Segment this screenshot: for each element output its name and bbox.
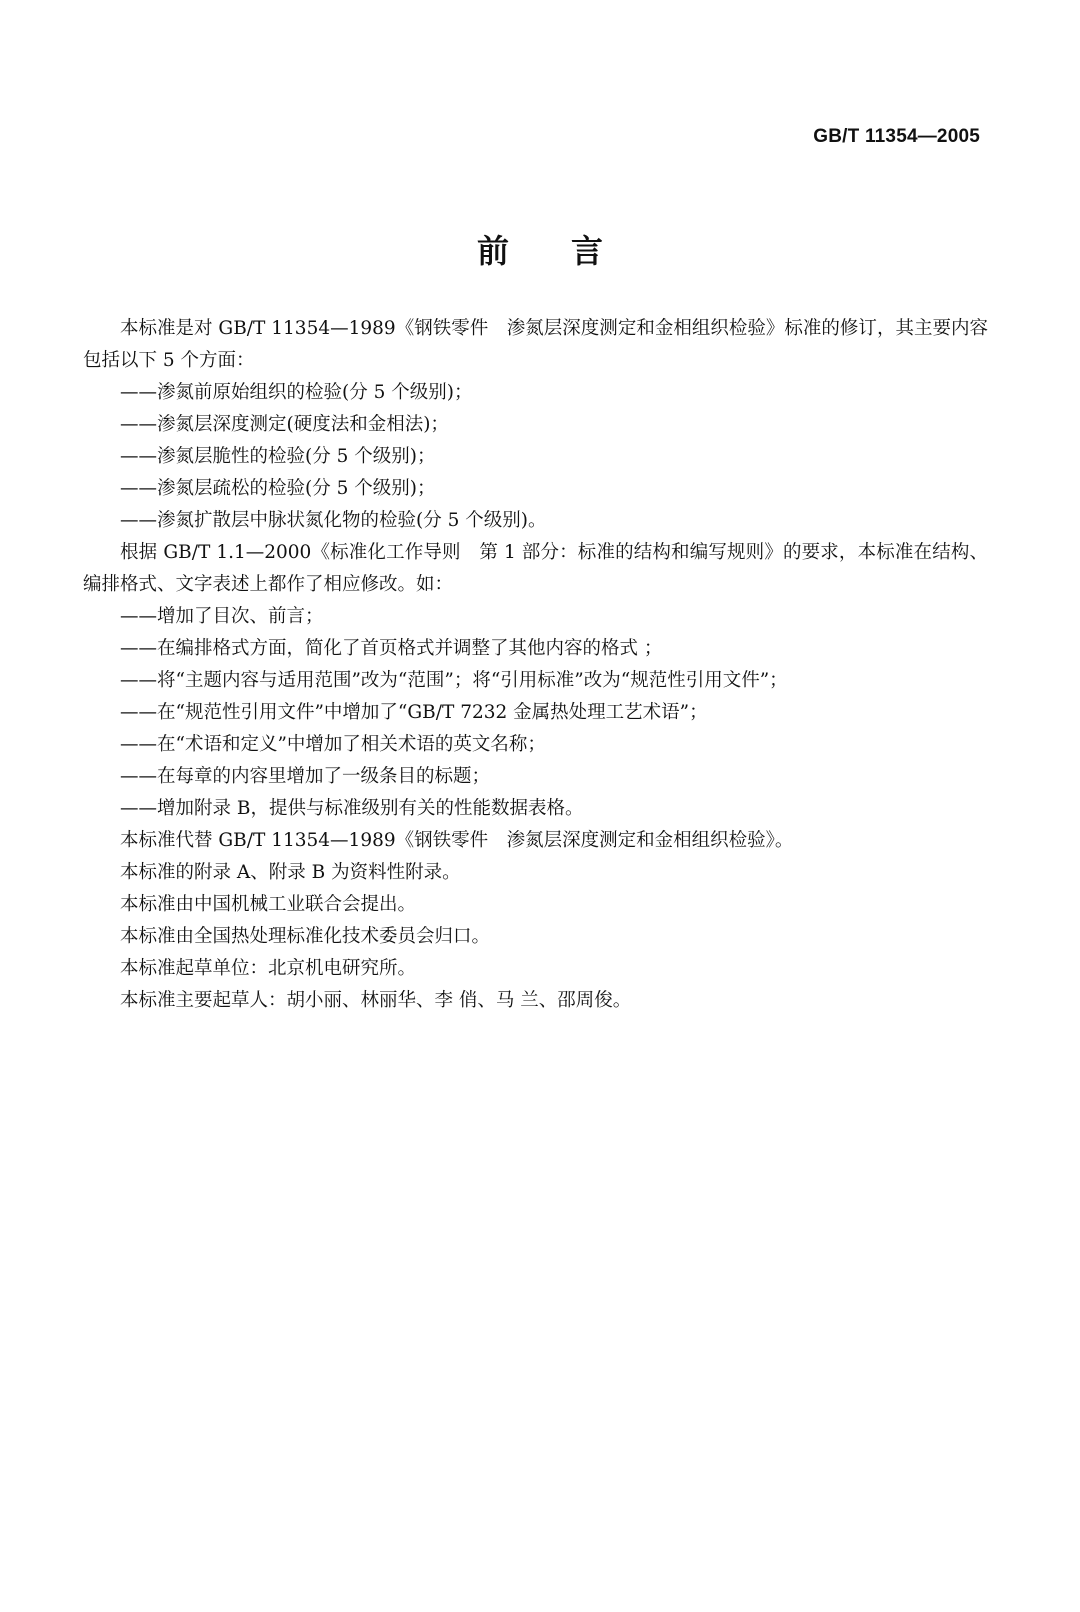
paragraph-proposed-by: 本标准由中国机械工业联合会提出。: [120, 894, 417, 915]
list-item: ——渗氮层深度测定(硬度法和金相法)；: [120, 414, 449, 435]
list-item: ——在“规范性引用文件”中增加了“GB/T 7232 金属热处理工艺术语”；: [120, 702, 708, 723]
paragraph-replaces: 本标准代替 GB/T 11354—1989《钢铁零件 渗氮层深度测定和金相组织检验》。: [120, 830, 794, 851]
paragraph-centralized-by: 本标准由全国热处理标准化技术委员会归口。: [120, 926, 491, 947]
title-char-2: 言: [571, 232, 604, 270]
title-char-1: 前: [476, 232, 509, 270]
list-item: ——渗氮前原始组织的检验(分 5 个级别)；: [120, 382, 473, 403]
list-item: ——在每章的内容里增加了一级条目的标题；: [120, 766, 491, 787]
list-item: ——增加附录 B，提供与标准级别有关的性能数据表格。: [120, 798, 584, 819]
list-item: ——渗氮扩散层中脉状氮化物的检验(分 5 个级别)。: [120, 510, 547, 531]
paragraph-intro: 本标准是对 GB/T 11354—1989《钢铁零件 渗氮层深度测定和金相组织检验》标准的修订，其主要内容包括以下 5 个方面：: [83, 318, 988, 371]
paragraph-revision: 根据 GB/T 1.1—2000《标准化工作导则 第 1 部分：标准的结构和编写规则》的要求，本标准在结构、编排格式、文字表述上都作了相应修改。如：: [83, 542, 988, 595]
standard-code: GB/T 11354—2005: [813, 126, 980, 147]
list-item: ——在编排格式方面，简化了首页格式并调整了其他内容的格式 ；: [120, 638, 663, 659]
paragraph-drafters: 本标准主要起草人：胡小丽、林丽华、李 俏、马 兰、邵周俊。: [120, 990, 632, 1011]
foreword-body: [83, 313, 988, 1017]
paragraph-drafting-unit: 本标准起草单位：北京机电研究所。: [120, 958, 417, 979]
list-item: ——增加了目次、前言；: [120, 606, 324, 627]
list-item: ——将“主题内容与适用范围”改为“范围”；将“引用标准”改为“规范性引用文件”；: [120, 670, 788, 691]
list-item: ——渗氮层疏松的检验(分 5 个级别)；: [120, 478, 436, 499]
paragraph-annexes: 本标准的附录 A、附录 B 为资料性附录。: [120, 862, 461, 883]
list-item: ——渗氮层脆性的检验(分 5 个级别)；: [120, 446, 436, 467]
page-title: [0, 226, 1080, 272]
list-item: ——在“术语和定义”中增加了相关术语的英文名称；: [120, 734, 546, 755]
